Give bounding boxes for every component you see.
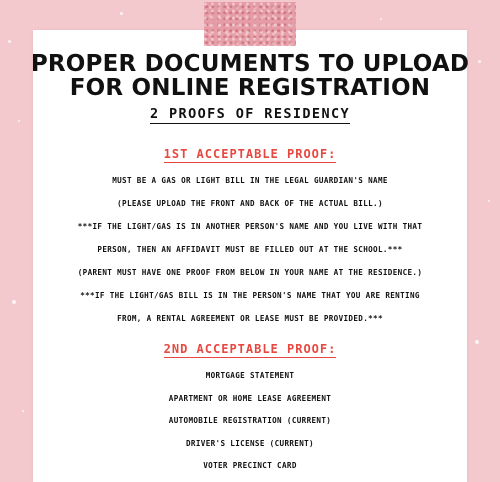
proof-list-item: APARTMENT OR HOME LEASE AGREEMENT [168,394,332,403]
background-speckle [380,18,382,20]
washi-tape-decoration [204,2,296,46]
proof-list-item: DRIVER'S LICENSE (CURRENT) [186,439,314,448]
document-title-line-2: FOR ONLINE REGISTRATION [69,75,431,101]
proof-list-item: MORTGAGE STATEMENT [205,371,295,380]
document-subtitle: 2 PROOFS OF RESIDENCY [149,106,351,122]
proof-line: MUST BE A GAS OR LIGHT BILL IN THE LEGAL GUARDIAN'S NAME [112,176,388,185]
proof-list-item: AUTOMOBILE REGISTRATION (CURRENT) [168,416,332,425]
proof-line: ***IF THE LIGHT/GAS BILL IS IN THE PERSON'S NAME THAT YOU ARE RENTING [80,291,420,300]
background-speckle [22,410,24,412]
background-speckle [8,40,11,43]
section-heading-2nd-proof: 2ND ACCEPTABLE PROOF: [163,342,337,356]
proof-list-item: VOTER PRECINCT CARD [203,461,297,470]
proof-line: (PARENT MUST HAVE ONE PROOF FROM BELOW IN YOUR NAME AT THE RESIDENCE.) [77,268,423,277]
document-title-line-1: PROPER DOCUMENTS TO UPLOAD [30,51,470,77]
proof-line: ***IF THE LIGHT/GAS IS IN ANOTHER PERSON'S NAME AND YOU LIVE WITH THAT [77,222,423,231]
proof-line: FROM, A RENTAL AGREEMENT OR LEASE MUST BE PROVIDED.*** [117,314,383,323]
background-speckle [12,300,16,304]
proof-line: PERSON, THEN AN AFFIDAVIT MUST BE FILLED OUT AT THE SCHOOL.*** [97,245,403,254]
proof-line: (PLEASE UPLOAD THE FRONT AND BACK OF THE ACTUAL BILL.) [117,199,383,208]
section-heading-1st-proof: 1ST ACCEPTABLE PROOF: [163,147,337,161]
background-speckle [120,12,123,15]
